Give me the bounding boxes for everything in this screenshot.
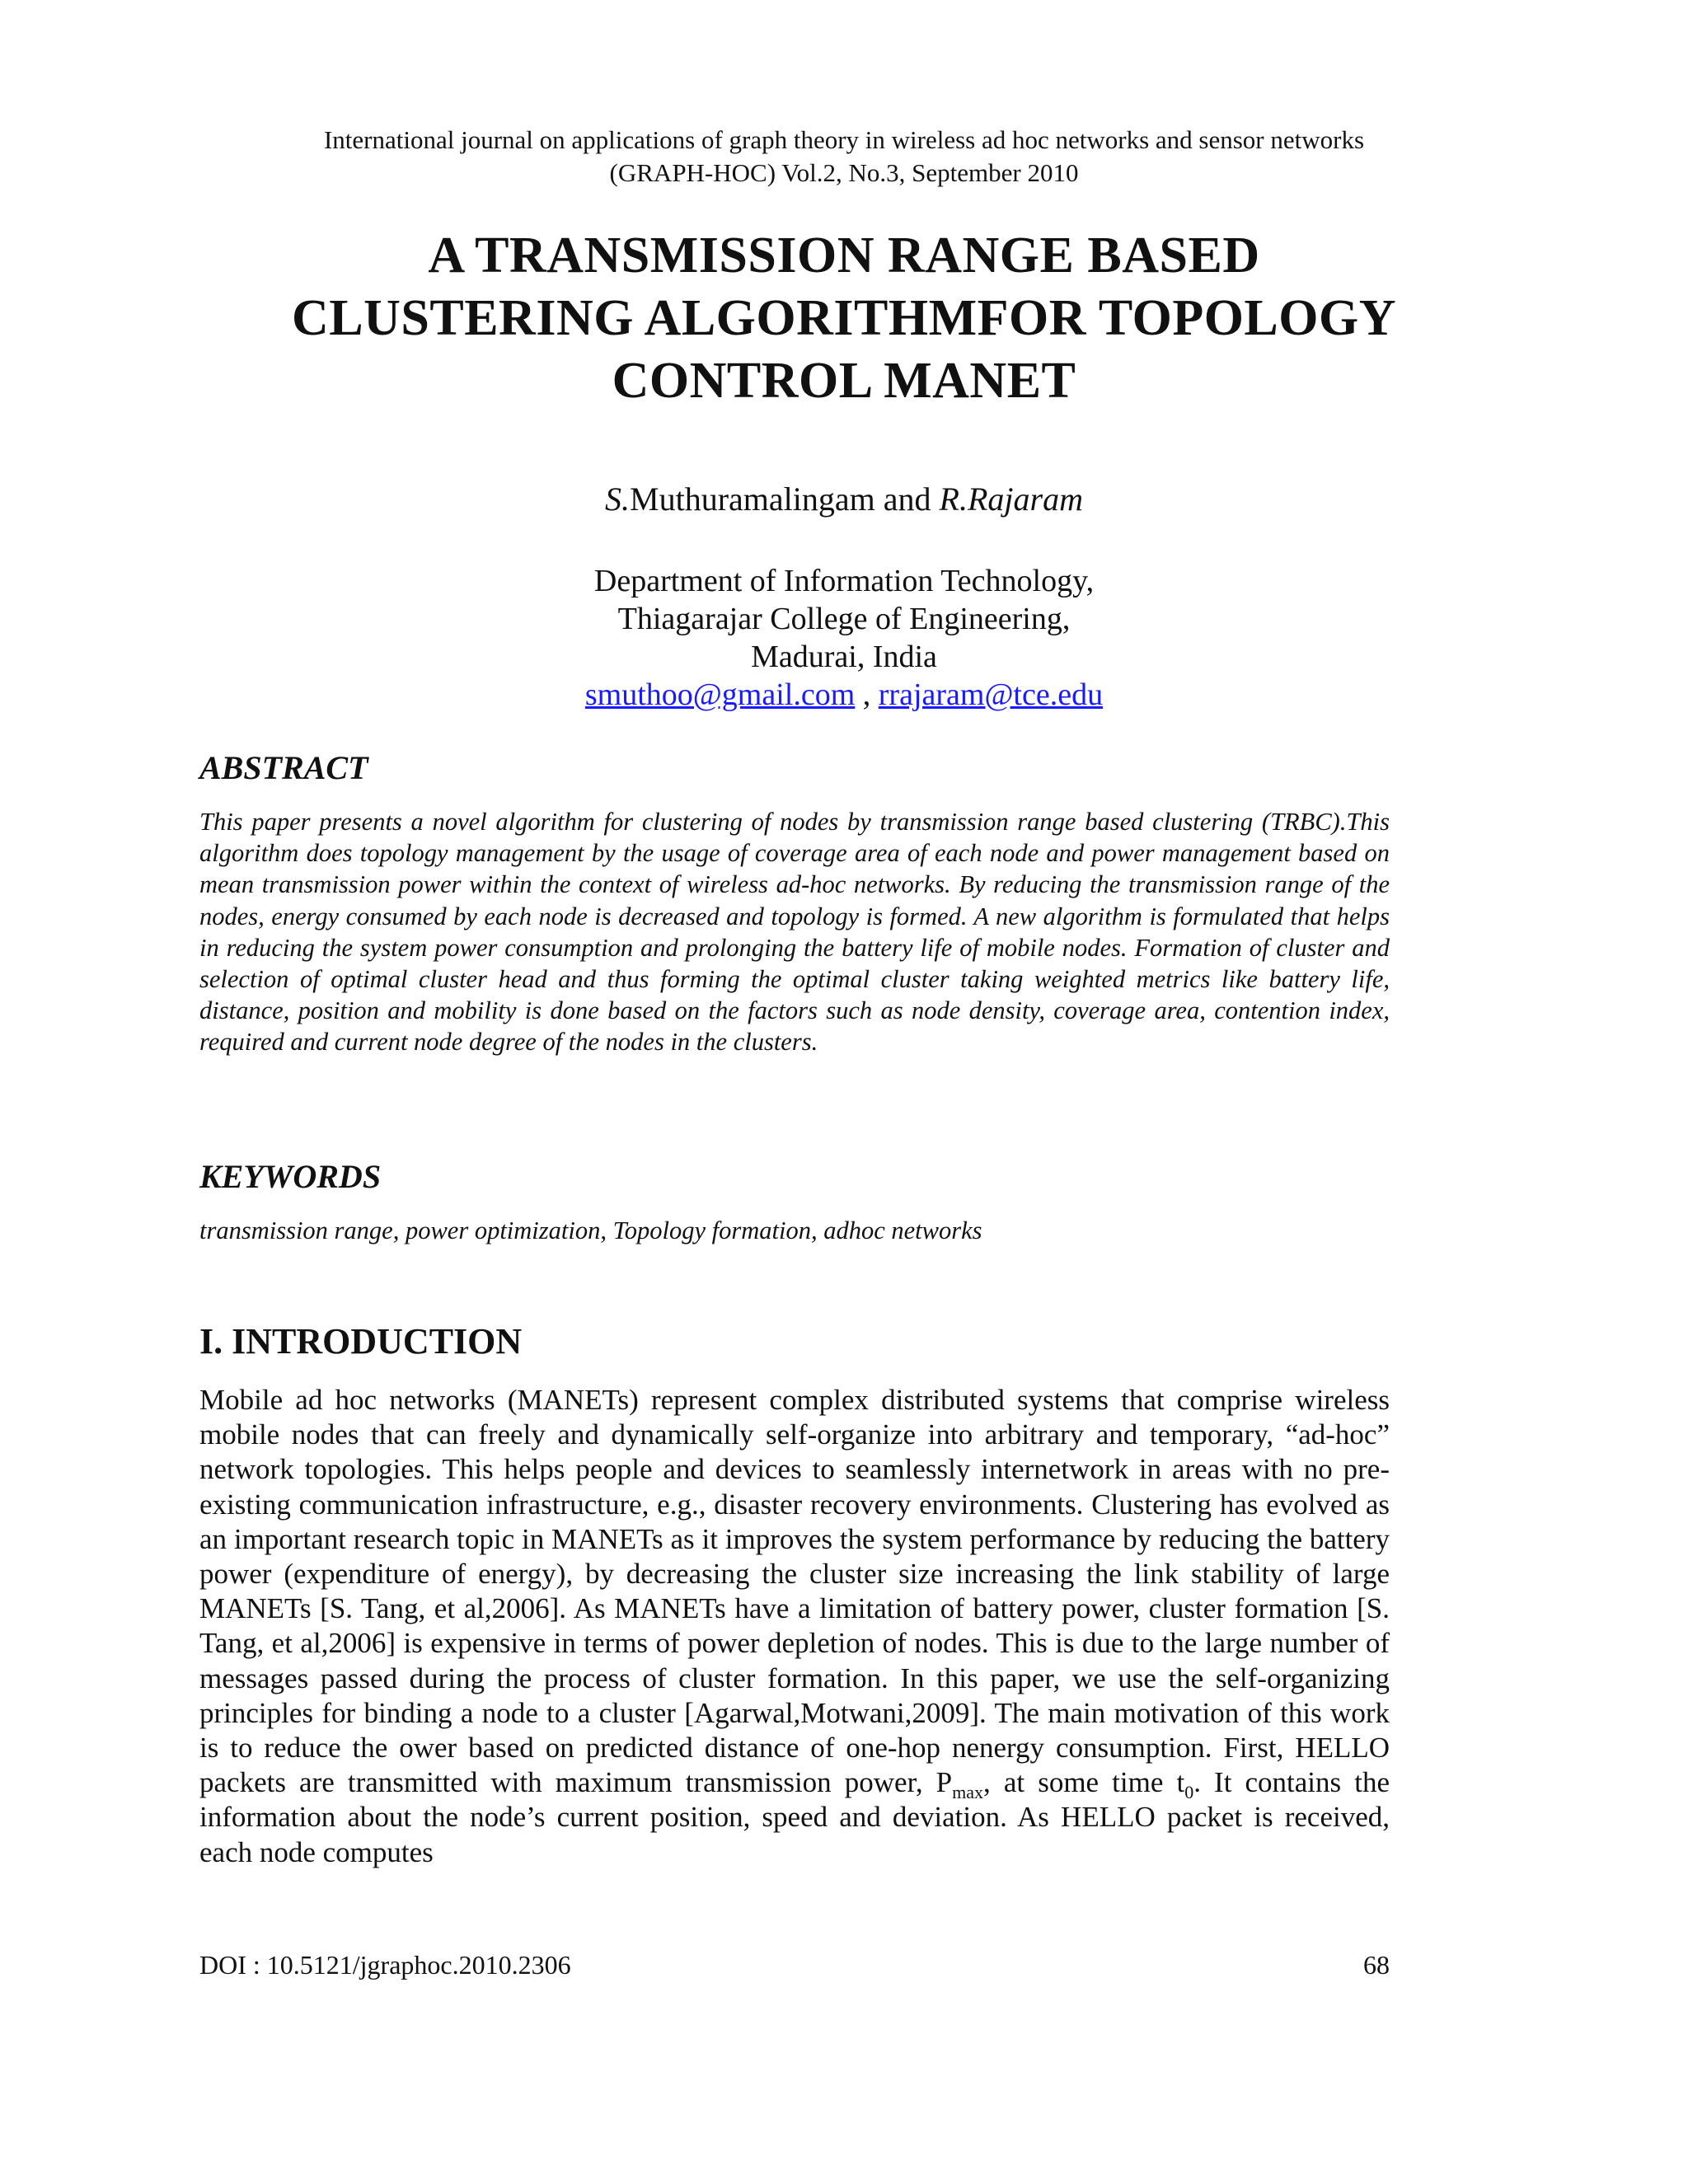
paper-title-line1: A TRANSMISSION RANGE BASED [428,227,1260,284]
doi: DOI : 10.5121/jgraphoc.2010.2306 [199,1950,571,1980]
abstract-text: This paper presents a novel algorithm for clustering of nodes by transmission range based clustering (TRBC).This algorithm does topology management by the usage of coverage area of each node and power management based on mean transmission power within the context of wireless ad-hoc networks. By reducing the transmission range of the nodes, energy consumed by each node is decreased and topology is formed. A new algorithm is formulated that helps in reducing the system power consumption and prolonging the battery life of mobile nodes. Formation of cluster and selection of optimal cluster head and thus forming the optimal cluster taking weighted metrics like battery life, distance, position and mobility is done based on the factors such as node density, coverage area, contention index, required and current node degree of the nodes in the clusters. [199,808,1390,1057]
affiliation-college: Thiagarajar College of Engineering, [617,602,1071,636]
journal-header-line1: International journal on applications of graph theory in wireless ad hoc networks and sensor networks [323,125,1365,154]
affiliation [0,562,1688,714]
journal-header [0,124,1688,190]
introduction-text [199,1383,1390,1870]
paper-title-line2: CLUSTERING ALGORITHMFOR TOPOLOGY [291,290,1397,346]
page-number: 68 [1363,1950,1390,1980]
author1-initial: S. [605,480,631,518]
abstract-heading: ABSTRACT [199,749,368,786]
email-link-author1[interactable]: smuthoo@gmail.com [584,677,856,712]
email-separator: , [855,677,879,712]
t0-subscript: 0 [1184,1782,1194,1803]
introduction-text-part1: Mobile ad hoc networks (MANETs) represent complex distributed systems that comprise wireless mobile nodes that can freely and dynamically self-organize into arbitrary and temporary, “ad-hoc” network topologies. This helps people and devices to seamlessly internetwork in areas with no pre-existing communication infrastructure, e.g., disaster recovery environments. Clustering has evolved as an important research topic in MANETs as it improves the system performance by reducing the battery power (expenditure of energy), by decreasing the cluster size increasing the link stability of large MANETs [S. Tang, et al,2006]. As MANETs have a limitation of battery power, cluster formation [S. Tang, et al,2006] is expensive in terms of power depletion of nodes. This is due to the large number of messages passed during the process of cluster formation. In this paper, we use the self-organizing principles for binding a node to a cluster [Agarwal,Motwani,2009]. The main motivation of this work is to reduce the ower based on predicted distance of one-hop nenergy consumption. First, HELLO packets are transmitted with maximum transmission power, P [199,1384,1390,1799]
paper-title-line3: CONTROL MANET [612,353,1076,409]
affiliation-location: Madurai, India [751,640,937,674]
affiliation-emails [0,676,1688,714]
author1-name: Muthuramalingam [630,480,875,518]
paper-title [0,224,1688,412]
journal-header-line2: (GRAPH-HOC) Vol.2, No.3, September 2010 [609,158,1079,187]
introduction-text-part2: , at some time t [983,1766,1185,1799]
introduction-text-part3: . It contains the information about the node’s current position, speed and deviation. As HELLO packet is received, each node computes [199,1766,1390,1868]
authors-line [0,480,1688,519]
pmax-subscript: max [952,1782,984,1803]
keywords-text: transmission range, power optimization, Topology formation, adhoc networks [199,1216,982,1244]
introduction-heading: I. INTRODUCTION [199,1321,523,1361]
author2-name: Rajaram [967,480,1083,518]
affiliation-department: Department of Information Technology, [593,564,1095,598]
email-link-author2[interactable]: rrajaram@tce.edu [878,677,1104,712]
author2-initial: R. [939,480,968,518]
authors-conjunction: and [874,480,940,518]
page-footer [199,1948,1390,1981]
keywords-heading: KEYWORDS [199,1158,382,1195]
